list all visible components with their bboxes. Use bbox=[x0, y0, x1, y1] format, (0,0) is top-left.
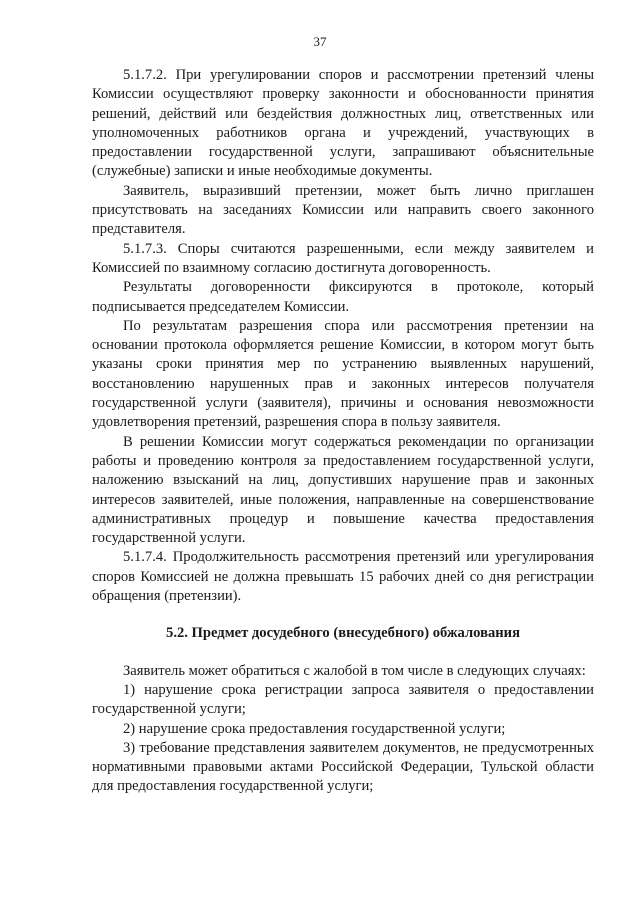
paragraph-decision: По результатам разрешения спора или рассмотрения претензии на основании протокола оформляется решение Комиссии, в котором могут быть указаны сроки принятия мер по устранению выявленных нарушений, восстановлению нарушенных прав и законных интересов получателя государственной услуги (заявителя), причины и основания невозможности удовлетворения претензий, разрешения спора в пользу заявителя. bbox=[92, 317, 594, 431]
document-body bbox=[92, 66, 594, 797]
paragraph-recommendations: В решении Комиссии могут содержаться рекомендации по организации работы и проведению контроля за предоставлением государственной услуги, наложению взысканий на лиц, допустивших нарушение прав и законных интересов заявителей, иные положения, направленные на совершенствование административных процедур и повышение качества предоставления государственной услуги. bbox=[92, 433, 594, 547]
paragraph-representative: Заявитель, выразивший претензии, может быть лично приглашен присутствовать на заседаниях Комиссии или направить своего законного представителя. bbox=[92, 182, 594, 238]
paragraph-5-1-7-4: 5.1.7.4. Продолжительность рассмотрения претензий или урегулирования споров Комиссией не должна превышать 15 рабочих дней со дня регистрации обращения (претензии). bbox=[92, 549, 594, 605]
section-heading: 5.2. Предмет досудебного (внесудебного) обжалования bbox=[166, 625, 520, 642]
page-number: 37 bbox=[313, 34, 327, 49]
list-item-3: 3) требование представления заявителем документов, не предусмотренных нормативными правовыми актами Российской Федерации, Тульской области для предоставления государственной услуги; bbox=[92, 739, 594, 795]
paragraph-5-1-7-3: 5.1.7.3. Споры считаются разрешенными, если между заявителем и Комиссией по взаимному согласию достигнута договоренность. bbox=[92, 240, 594, 276]
list-item-2: 2) нарушение срока предоставления государственной услуги; bbox=[123, 720, 506, 737]
paragraph-protocol: Результаты договоренности фиксируются в протоколе, который подписывается председателем Комиссии. bbox=[92, 279, 594, 315]
paragraph-5-1-7-2: 5.1.7.2. При урегулировании споров и рассмотрении претензий члены Комиссии осуществляют проверку законности и обоснованности принятия решений, действий или бездействия должностных лиц, ответственных или уполномоченных работников органа и учреждений, участвующих в предоставлении государственной услуги, запрашивают объяснительные (служебные) записки и иные необходимые документы. bbox=[92, 67, 594, 180]
list-item-1: 1) нарушение срока регистрации запроса заявителя о предоставлении государственной услуги; bbox=[92, 681, 594, 718]
paragraph-complaint-intro: Заявитель может обратиться с жалобой в том числе в следующих случаях: bbox=[123, 662, 586, 679]
